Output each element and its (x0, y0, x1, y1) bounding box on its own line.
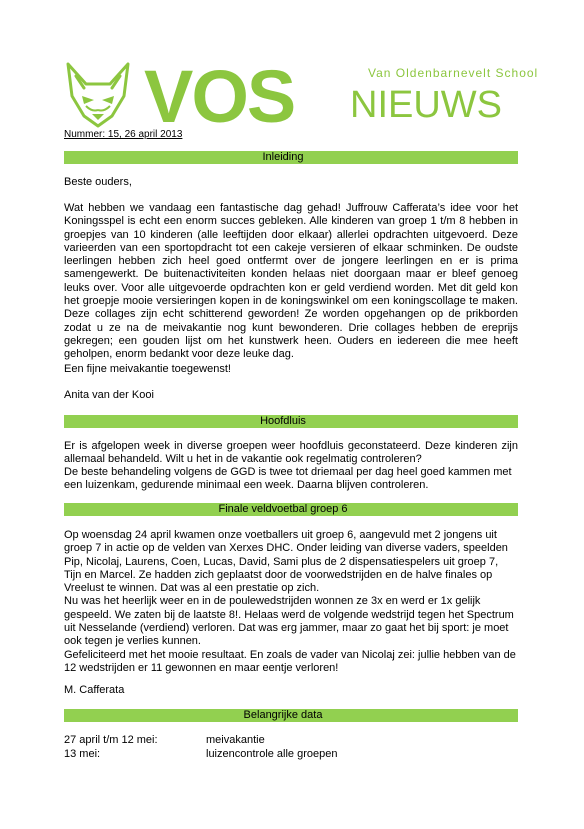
school-name: Van Oldenbarnevelt School (368, 66, 539, 80)
signature: Anita van der Kooi (64, 389, 154, 401)
issue-number: Nummer: 15, 26 april 2013 (64, 129, 183, 140)
section-bar-data (64, 709, 518, 722)
section-bar-inleiding (64, 151, 518, 164)
text-line: Op woensdag 24 april kwamen onze voetballers uit groep 6, aangevuld met 2 jongens uit (64, 529, 497, 541)
section-heading: Hoofdluis (260, 415, 306, 427)
text-line: Vreelust te winnen. Dat was al een prestatie op zich. (64, 582, 320, 595)
text-line: gespeeld. We zaten bij de laatste 8!. Helaas werd de volgende wedstrijd tegen het Spectrum (64, 608, 514, 621)
section-heading: Belangrijke data (243, 709, 323, 721)
masthead-title-nieuws: NIEUWS (350, 84, 502, 126)
hoofdluis-body-2: De beste behandeling volgens de GGD is twee tot driemaal per dag heel goed kammen met een luizenkam, gedurende minimaal een week. Daarna blijven controleren. (64, 466, 512, 492)
hoofdluis-body-1: Er is afgelopen week in diverse groepen weer hoofdluis geconstateerd. Deze kinderen zijn allemaal behandeld. Wilt u het in de vakantie ook regelmatig controleren? (64, 440, 518, 466)
signature: M. Cafferata (64, 684, 125, 696)
masthead-title-vos: VOS (144, 55, 295, 138)
veldvoetbal-body (64, 529, 518, 675)
text-line: Pip, Nicolaj, Laurens, Coen, Lucas, David, Sami plus de 2 dispensatiespelers uit groep 7, (64, 555, 499, 568)
text-line: Gefeliciteerd met het mooie resultaat. En zoals de vader van Nicolaj zei: jullie hebben van de (64, 648, 516, 661)
section-heading: Finale veldvoetbal groep 6 (218, 503, 348, 515)
section-heading: Inleiding (262, 151, 304, 163)
text-line: Tijn en Marcel. Ze hadden zich geplaatst door de voorwedstrijden en de halve finales op (64, 568, 493, 581)
section-bar-hoofdluis (64, 415, 518, 428)
text-line: uit Nesselande (verdiend) verloren. Dat was erg jammer, maar zo gaat het bij sport: je moet (64, 622, 509, 635)
greeting: Beste ouders, (64, 176, 132, 188)
text-line: groep 7 in actie op de velden van Xerxes DHC. Onder leiding van diverse vaders, speelden (64, 542, 508, 555)
inleiding-body: Wat hebben we vandaag een fantastische dag gehad! Juffrouw Cafferata’s idee voor het Koningsspel is echt een enorm succes gebleken. Alle kinderen van groep 1 t/m 8 hebben in groepjes van 10 kinderen (alle leeftijden door elkaar) allerlei opdrachten uitgevoerd. Deze varieerden van een sportopdracht tot een cakeje versieren of elkaar schminken. De oudste leerlingen hebben zich heel goed ontfermt over de jongere leerlingen en er is prima samengewerkt. De buitenactiviteiten konden helaas niet doorgaan maar er bleef genoeg leuks over. Voor alle uitgevoerde opdrachten kon er geld verdiend worden. Met dit geld kon het groepje mooie versieringen kopen in de koningswinkel om een koningscollage te maken. Deze collages zijn echt schitterend geworden! Ze worden opgehangen op de prikborden zodat u ze na de meivakantie nog kunt bewonderen. Drie collages hebben de ereprijs gekregen; een gouden lijst om het kunstwerk heen. Ouders en iedereen die mee heeft geholpen, enorm bedankt voor deze leuke dag. (64, 202, 518, 361)
date-event: luizencontrole alle groepen (206, 748, 338, 760)
fox-head-icon (62, 60, 134, 130)
date-event: meivakantie (206, 734, 265, 746)
wish-text: Een fijne meivakantie toegewenst! (64, 363, 231, 375)
date-label: 13 mei: (64, 748, 101, 760)
text-line: ook tegen je verlies kunnen. (64, 635, 201, 648)
text-line: Nu was het heerlijk weer en in de poulewedstrijden wonnen ze 3x en werd er 1x gelijk (64, 595, 481, 608)
date-label: 27 april t/m 12 mei: (64, 734, 158, 746)
section-bar-veldvoetbal (64, 503, 518, 516)
text-line: 12 wedstrijden er 11 gewonnen en maar eentje verloren! (64, 661, 339, 674)
